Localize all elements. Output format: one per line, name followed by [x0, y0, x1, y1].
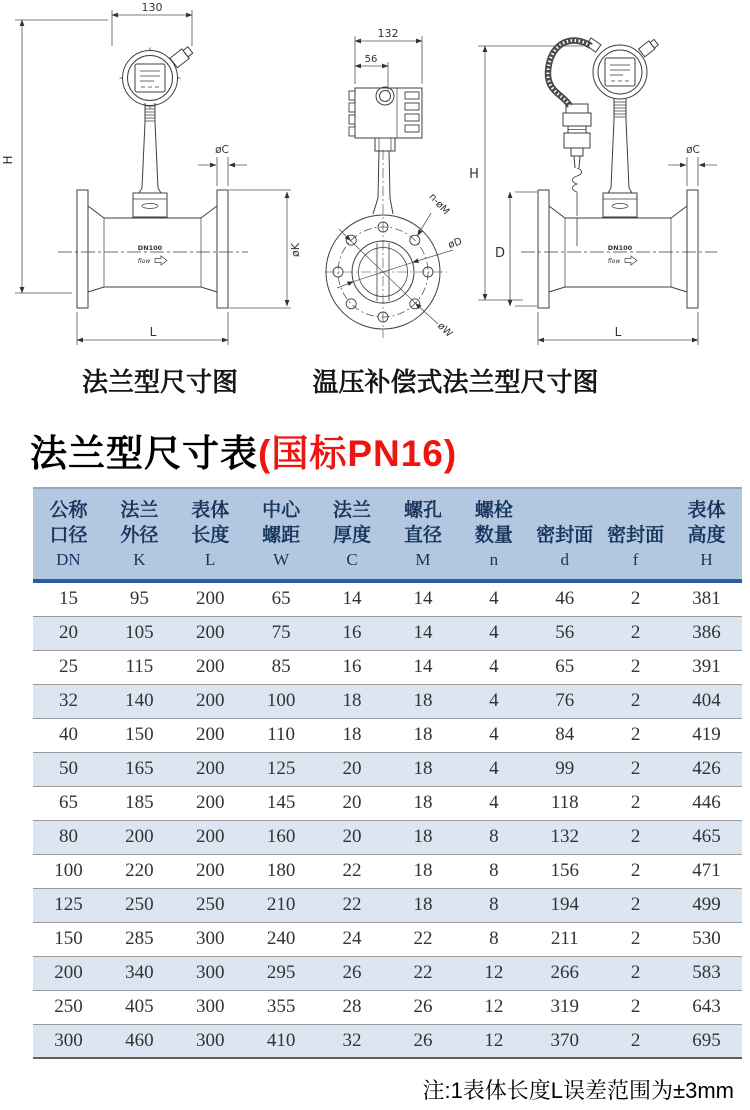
flange-face [325, 150, 447, 338]
column-header-DN [33, 498, 104, 571]
table-cell: 300 [54, 1030, 83, 1051]
column-label: 螺栓 [474, 499, 513, 521]
table-cell: 200 [195, 656, 225, 677]
column-label: 法兰 [120, 499, 159, 521]
table-cell: 84 [555, 724, 575, 745]
table-cell: 200 [195, 724, 225, 745]
dimension-lines [478, 46, 717, 345]
dim-D: D [494, 246, 506, 261]
table-cell: 40 [58, 724, 78, 745]
table-cell: 2 [630, 724, 641, 745]
column-label: 表体 [687, 499, 726, 521]
neck [603, 99, 637, 217]
table-cell: 15 [58, 588, 78, 609]
dimension-table-header [33, 487, 742, 583]
table-cell: 404 [692, 690, 721, 711]
table-cell: 115 [125, 656, 154, 677]
table-cell: 211 [550, 928, 579, 949]
table-cell: 18 [413, 894, 433, 915]
column-label: 高度 [687, 524, 726, 546]
flex-conduit [548, 40, 591, 106]
table-cell: 2 [630, 1030, 641, 1051]
table-cell: 2 [630, 894, 641, 915]
table-cell: 643 [692, 996, 721, 1017]
table-cell: 95 [129, 588, 149, 609]
table-cell: 32 [58, 690, 78, 711]
table-cell: 100 [54, 860, 83, 881]
table-cell: 20 [342, 758, 362, 779]
table-cell: 14 [413, 622, 433, 643]
table-cell: 465 [692, 826, 721, 847]
table-cell: 46 [555, 588, 575, 609]
table-cell: 100 [266, 690, 296, 711]
table-cell: 56 [555, 622, 575, 643]
table-cell: 355 [266, 996, 296, 1017]
column-header-H [671, 498, 742, 571]
table-cell: 319 [550, 996, 579, 1017]
table-cell: 300 [195, 962, 225, 983]
dim-oD: øD [446, 236, 464, 251]
table-cell: 200 [195, 792, 225, 813]
table-cell: 4 [489, 724, 499, 745]
table-cell: 250 [195, 894, 225, 915]
table-cell: 20 [342, 826, 362, 847]
table-row-dn-32 [33, 685, 742, 719]
table-cell: 300 [195, 1030, 225, 1051]
table-cell: 65 [58, 792, 78, 813]
table-cell: 250 [125, 894, 154, 915]
dim-H: H [1, 155, 15, 165]
table-cell: 210 [266, 894, 296, 915]
table-cell: 583 [692, 962, 721, 983]
body-size-label: DN100 [137, 244, 163, 252]
table-cell: 285 [125, 928, 154, 949]
transmitter-head [120, 45, 194, 108]
table-cell: 4 [489, 758, 499, 779]
table-cell: 381 [692, 588, 721, 609]
table-cell: 76 [555, 690, 575, 711]
column-symbol: d [560, 549, 569, 569]
table-row-dn-25 [33, 651, 742, 685]
table-cell: 125 [54, 894, 83, 915]
table-cell: 80 [58, 826, 78, 847]
column-header-n [458, 498, 529, 571]
table-row-dn-40 [33, 719, 742, 753]
column-label: 厚度 [333, 524, 372, 546]
table-cell: 200 [54, 962, 83, 983]
table-cell: 370 [550, 1030, 579, 1051]
table-cell: 25 [58, 656, 78, 677]
table-cell: 419 [692, 724, 721, 745]
tolerance-note: 注:1表体长度L误差范围为±3mm [422, 1078, 734, 1103]
table-cell: 2 [630, 622, 641, 643]
dim-oW: øW [435, 320, 455, 340]
table-cell: 14 [342, 588, 362, 609]
column-symbol: H [700, 549, 713, 569]
table-cell: 2 [630, 656, 641, 677]
table-cell: 26 [413, 1030, 433, 1051]
table-row-dn-200 [33, 957, 742, 991]
table-cell: 695 [692, 1030, 721, 1051]
table-row-dn-20 [33, 617, 742, 651]
flow-label: flow [137, 258, 151, 265]
table-cell: 14 [413, 588, 433, 609]
table-cell: 32 [342, 1030, 362, 1051]
table-cell: 140 [125, 690, 154, 711]
table-cell: 200 [195, 860, 225, 881]
table-cell: 295 [266, 962, 296, 983]
table-cell: 75 [271, 622, 291, 643]
table-cell: 410 [266, 1030, 296, 1051]
table-cell: 386 [692, 622, 721, 643]
dim-oC: øC [215, 144, 229, 156]
table-cell: 145 [266, 792, 296, 813]
table-cell: 85 [271, 656, 291, 677]
table-cell: 18 [342, 690, 362, 711]
table-cell: 180 [266, 860, 296, 881]
column-label: 密封面 [536, 524, 594, 546]
table-cell: 4 [489, 690, 499, 711]
dimension-lines [337, 36, 453, 324]
table-cell: 200 [195, 758, 225, 779]
table-cell: 125 [266, 758, 296, 779]
column-label: 口径 [49, 524, 88, 546]
table-cell: 65 [555, 656, 575, 677]
table-cell: 8 [489, 894, 499, 915]
table-row-dn-50 [33, 753, 742, 787]
page-title [30, 423, 457, 477]
dim-56: 56 [364, 54, 378, 65]
table-cell: 2 [630, 928, 641, 949]
column-label: 数量 [474, 524, 513, 546]
table-cell: 105 [125, 622, 154, 643]
table-cell: 200 [125, 826, 154, 847]
table-row-dn-250 [33, 991, 742, 1025]
table-cell: 12 [484, 1030, 504, 1051]
table-cell: 194 [550, 894, 579, 915]
table-cell: 18 [342, 724, 362, 745]
column-header-f [600, 498, 671, 571]
compensated-side-view-drawing [465, 0, 750, 362]
column-label: 密封面 [607, 524, 665, 546]
table-cell: 250 [54, 996, 83, 1017]
table-cell: 240 [266, 928, 296, 949]
table-cell: 4 [489, 792, 499, 813]
table-cell: 150 [125, 724, 154, 745]
table-cell: 446 [692, 792, 721, 813]
table-cell: 14 [413, 656, 433, 677]
table-row-dn-65 [33, 787, 742, 821]
temperature-sensor [563, 104, 591, 246]
column-header-d [529, 498, 600, 571]
table-cell: 426 [692, 758, 721, 779]
dimension-table-body [33, 583, 742, 1059]
table-cell: 300 [195, 996, 225, 1017]
table-cell: 8 [489, 928, 499, 949]
table-cell: 16 [342, 656, 362, 677]
flange-drawing-caption: 法兰型尺寸图 [81, 367, 238, 397]
column-symbol: M [415, 549, 431, 569]
flow-label: flow [607, 258, 621, 265]
table-cell: 160 [266, 826, 296, 847]
column-symbol: n [489, 549, 499, 569]
table-cell: 18 [413, 758, 433, 779]
column-label: 螺孔 [403, 499, 442, 521]
table-cell: 20 [58, 622, 78, 643]
table-cell: 405 [125, 996, 154, 1017]
column-header-M [388, 498, 459, 571]
column-label: 直径 [403, 524, 442, 546]
table-cell: 118 [550, 792, 579, 813]
column-symbol: L [205, 549, 216, 569]
table-cell: 22 [342, 860, 362, 881]
table-cell: 165 [125, 758, 154, 779]
table-cell: 4 [489, 656, 499, 677]
column-symbol: f [632, 549, 639, 569]
column-label: 公称 [49, 499, 88, 521]
dimension-lines [15, 10, 291, 345]
table-cell: 18 [413, 860, 433, 881]
column-header-K [104, 498, 175, 571]
table-cell: 2 [630, 588, 641, 609]
table-cell: 26 [413, 996, 433, 1017]
table-cell: 150 [54, 928, 83, 949]
electronics-housing [349, 87, 422, 151]
table-cell: 50 [58, 758, 78, 779]
table-cell: 300 [195, 928, 225, 949]
table-cell: 22 [413, 928, 433, 949]
column-label: 长度 [191, 524, 230, 546]
table-cell: 16 [342, 622, 362, 643]
table-cell: 28 [342, 996, 362, 1017]
dim-H: H [469, 167, 479, 182]
table-cell: 185 [125, 792, 154, 813]
table-cell: 18 [413, 826, 433, 847]
table-cell: 460 [125, 1030, 154, 1051]
column-symbol: DN [56, 549, 81, 569]
table-cell: 2 [630, 792, 641, 813]
title-main: 法兰型尺寸表 [30, 433, 258, 474]
table-cell: 340 [125, 962, 154, 983]
dim-L: L [614, 325, 622, 339]
table-cell: 156 [550, 860, 579, 881]
table-cell: 2 [630, 962, 641, 983]
body-size-label: DN100 [607, 244, 633, 252]
table-row-dn-300 [33, 1025, 742, 1059]
transmitter-head [586, 38, 659, 99]
table-row-dn-15 [33, 583, 742, 617]
column-label: 中心 [262, 499, 301, 521]
column-header-W [246, 498, 317, 571]
table-cell: 22 [342, 894, 362, 915]
table-cell: 18 [413, 690, 433, 711]
table-cell: 12 [484, 962, 504, 983]
table-row-dn-100 [33, 855, 742, 889]
column-label: 表体 [191, 499, 230, 521]
dim-L: L [149, 325, 157, 339]
table-cell: 99 [555, 758, 575, 779]
column-symbol: C [346, 549, 358, 569]
table-cell: 471 [692, 860, 721, 881]
table-row-dn-125 [33, 889, 742, 923]
table-cell: 26 [342, 962, 362, 983]
flange-side-view-drawing [0, 0, 312, 362]
conduit-fitting [639, 38, 659, 57]
table-cell: 266 [550, 962, 579, 983]
table-cell: 2 [630, 690, 641, 711]
table-cell: 4 [489, 588, 499, 609]
table-cell: 8 [489, 826, 499, 847]
table-cell: 220 [125, 860, 154, 881]
compensated-drawing-caption: 温压补偿式法兰型尺寸图 [312, 367, 599, 397]
column-symbol: K [133, 549, 146, 569]
dim-n-oM: n-øM [426, 191, 452, 218]
column-label: 外径 [120, 524, 159, 546]
table-cell: 24 [342, 928, 362, 949]
table-cell: 65 [271, 588, 291, 609]
table-cell: 22 [413, 962, 433, 983]
table-cell: 12 [484, 996, 504, 1017]
dim-oK: øK [289, 243, 302, 257]
table-cell: 200 [195, 622, 225, 643]
column-symbol: W [273, 549, 290, 569]
table-cell: 2 [630, 860, 641, 881]
table-cell: 2 [630, 996, 641, 1017]
dim-oC: øC [686, 144, 700, 156]
table-row-dn-80 [33, 821, 742, 855]
table-cell: 200 [195, 588, 225, 609]
table-cell: 132 [550, 826, 579, 847]
dim-130: 130 [141, 1, 163, 14]
table-cell: 499 [692, 894, 721, 915]
table-cell: 8 [489, 860, 499, 881]
table-cell: 391 [692, 656, 721, 677]
dimension-table [33, 487, 742, 1059]
column-label: 法兰 [333, 499, 372, 521]
column-header-L [175, 498, 246, 571]
dimension-drawings [0, 0, 750, 362]
title-standard-tag: (国标PN16) [258, 433, 458, 474]
table-cell: 2 [630, 758, 641, 779]
dim-132: 132 [377, 27, 399, 40]
neck [133, 103, 167, 217]
table-cell: 200 [195, 690, 225, 711]
table-cell: 4 [489, 622, 499, 643]
table-cell: 200 [195, 826, 225, 847]
table-cell: 2 [630, 826, 641, 847]
table-cell: 20 [342, 792, 362, 813]
table-row-dn-150 [33, 923, 742, 957]
table-cell: 18 [413, 792, 433, 813]
table-cell: 18 [413, 724, 433, 745]
column-header-C [317, 498, 388, 571]
table-cell: 110 [267, 724, 296, 745]
column-label: 螺距 [262, 524, 301, 546]
table-cell: 530 [692, 928, 721, 949]
